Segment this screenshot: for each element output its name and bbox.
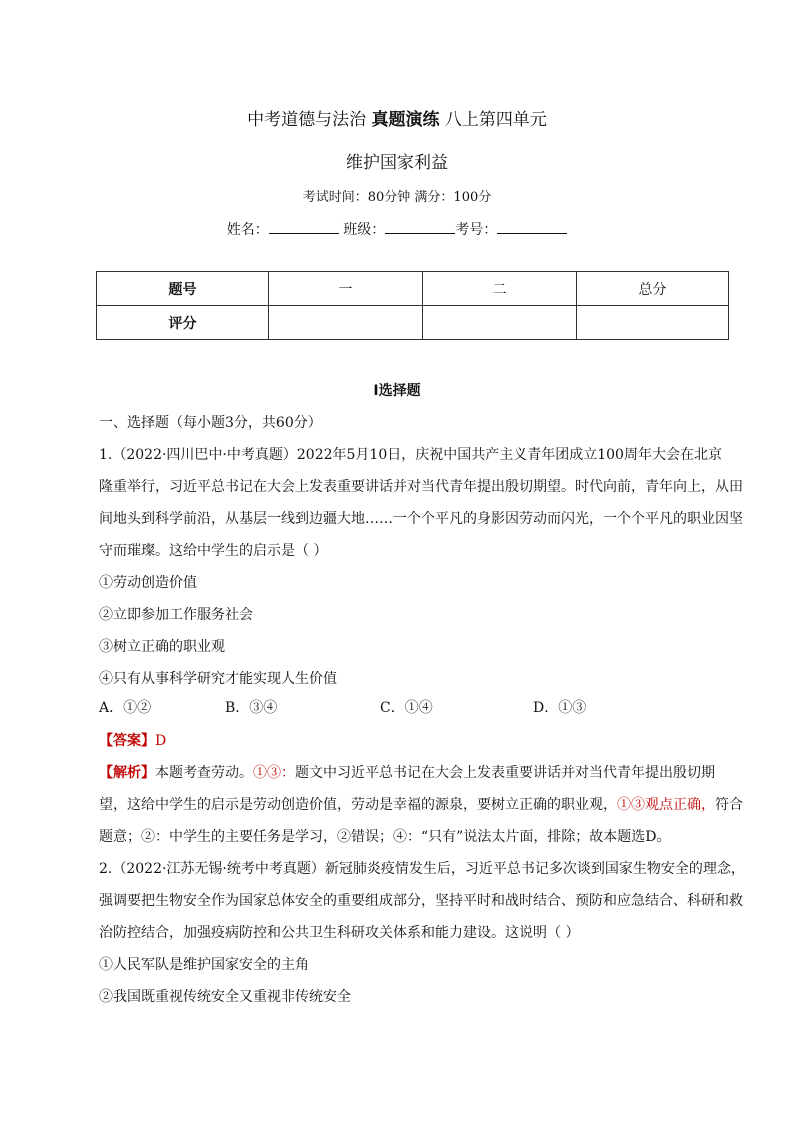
q2-item: ②我国既重视传统安全又重视非传统安全	[99, 989, 351, 1005]
score-cell[interactable]	[269, 306, 423, 340]
analysis-highlight: ①③观点正确，	[617, 797, 715, 813]
analysis-text: 望，这给中学生的启示是劳动创造价值，劳动是幸福的源泉，要树立正确的职业观，	[99, 797, 617, 813]
table-cell: 一	[269, 272, 423, 306]
option-b[interactable]: B．③④	[225, 700, 278, 716]
section-title: Ⅰ选择题	[373, 383, 421, 399]
title-suffix: 八上第四单元	[444, 110, 547, 130]
table-cell: 二	[423, 272, 577, 306]
answer-value: D	[155, 733, 167, 749]
table-cell: 题号	[97, 272, 269, 306]
analysis-line	[99, 794, 743, 814]
analysis-line: 题意；②：中学生的主要任务是学习，②错误；④：“只有”说法太片面，排除；故本题选D。	[99, 829, 671, 845]
q1-item: ②立即参加工作服务社会	[99, 607, 253, 623]
table-cell: 评分	[97, 306, 269, 340]
student-fields	[0, 219, 794, 239]
q1-line: 间地头到科学前沿，从基层一线到边疆大地……一个个平凡的身影因劳动而闪光，一个个平凡的职业因坚	[99, 511, 743, 527]
number-blank[interactable]	[497, 219, 567, 234]
q1-item: ③树立正确的职业观	[99, 639, 225, 655]
title-prefix: 中考道德与法治	[247, 110, 367, 130]
table-cell: 总分	[577, 272, 729, 306]
answer-line	[99, 730, 166, 750]
part-heading: 一、选择题（每小题3分，共60分）	[99, 415, 322, 431]
page-title	[0, 105, 794, 130]
option-a[interactable]: A．①②	[99, 700, 152, 716]
name-label: 姓名：	[226, 222, 269, 238]
option-d[interactable]: D．①③	[533, 700, 587, 716]
q2-item: ①人民军队是维护国家安全的主角	[99, 957, 309, 973]
analysis-tag: 【解析】	[99, 765, 155, 781]
option-c[interactable]: C．①④	[380, 700, 433, 716]
exam-info: 考试时间：80分钟 满分：100分	[302, 190, 492, 205]
analysis-text: 题文中习近平总书记在大会上发表重要讲话并对当代青年提出殷切期	[295, 765, 715, 781]
class-label: 班级：	[343, 222, 386, 238]
score-cell[interactable]	[577, 306, 729, 340]
score-cell[interactable]	[423, 306, 577, 340]
q1-line: 守而璀璨。这给中学生的启示是（ ）	[99, 543, 328, 559]
q1-item: ①劳动创造价值	[99, 575, 197, 591]
analysis-text: 本题考查劳动。	[155, 765, 253, 781]
q2-line: 2.（2022·江苏无锡·统考中考真题）新冠肺炎疫情发生后，习近平总书记多次谈到国家生物安全的理念，	[99, 861, 745, 877]
name-blank[interactable]	[269, 219, 339, 234]
analysis-line	[99, 762, 715, 782]
analysis-text: 符合	[715, 797, 743, 813]
page-subtitle: 维护国家利益	[346, 153, 448, 173]
title-bold: 真题演练	[371, 110, 440, 130]
answer-tag: 【答案】	[99, 733, 155, 749]
q1-line: 1.（2022·四川巴中·中考真题）2022年5月10日，庆祝中国共产主义青年团成立100周年大会在北京	[99, 447, 722, 463]
q2-line: 强调要把生物安全作为国家总体安全的重要组成部分，坚持平时和战时结合、预防和应急结合、科研和救	[99, 893, 743, 909]
table-row	[97, 272, 729, 306]
score-table	[96, 271, 729, 340]
table-row	[97, 306, 729, 340]
q2-line: 治防控结合，加强疫病防控和公共卫生科研攻关体系和能力建设。这说明（ ）	[99, 925, 580, 941]
class-blank[interactable]	[385, 219, 455, 234]
analysis-highlight: ①③：	[253, 765, 295, 781]
q1-line: 隆重举行，习近平总书记在大会上发表重要讲话并对当代青年提出殷切期望。时代向前，青年向上，从田	[99, 479, 743, 495]
number-label: 考号：	[455, 222, 498, 238]
q1-item: ④只有从事科学研究才能实现人生价值	[99, 671, 337, 687]
